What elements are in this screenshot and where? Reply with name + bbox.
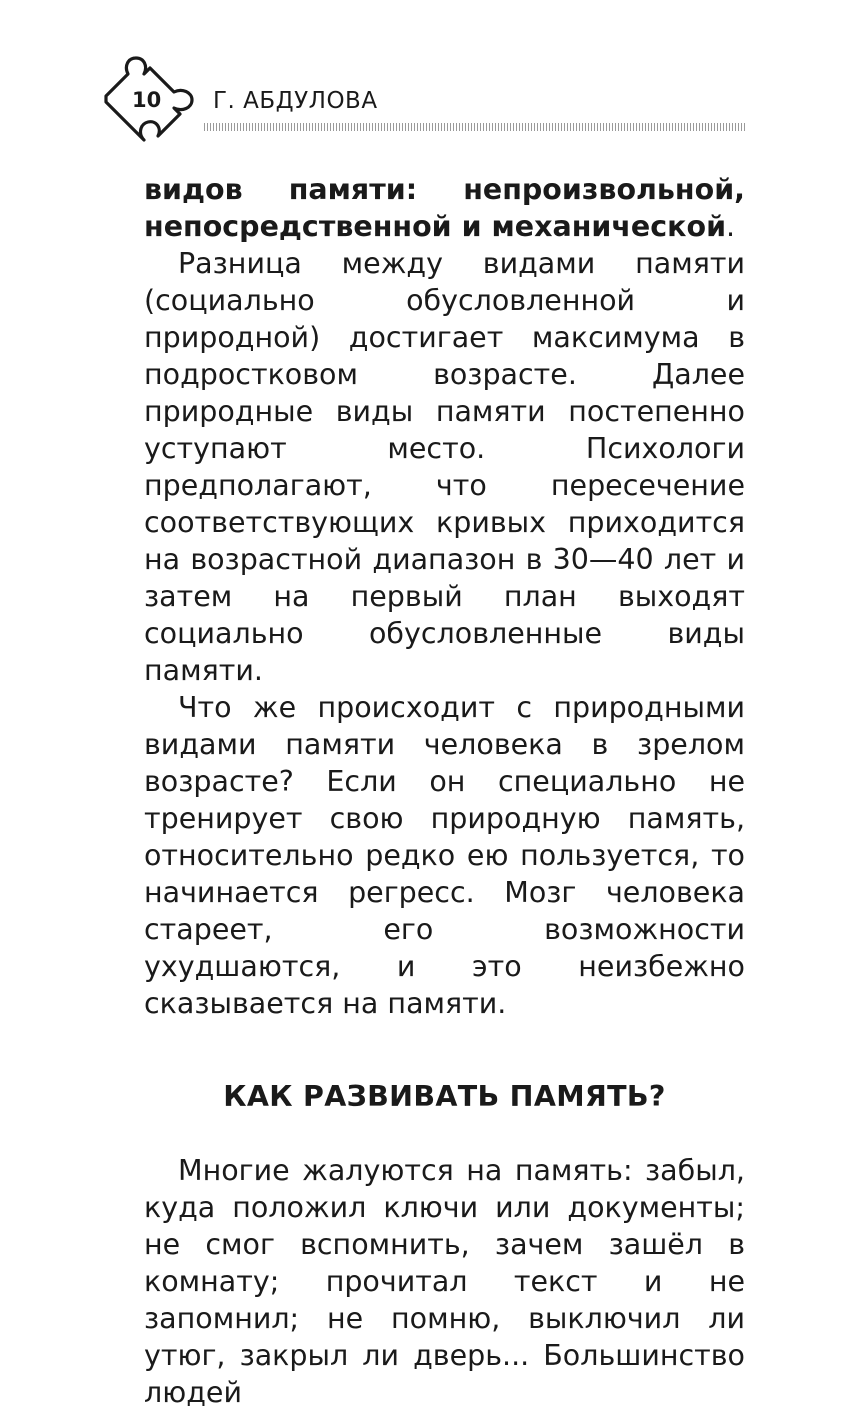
page-number: 10 bbox=[132, 88, 162, 112]
paragraph-4: Многие жалуются на память: забыл, куда положил ключи или документы; не смог вспомнить, зачем зашёл в комнату; прочитал текст и не запомнил; не помню, выключил ли утюг, закрыл ли дверь... Большинство людей bbox=[144, 1154, 745, 1409]
paragraph-1-bold-text: видов памяти: непроизвольной, непосредственной и механической bbox=[144, 173, 745, 243]
section-spacer-top bbox=[144, 1022, 745, 1078]
header-rule bbox=[204, 123, 746, 131]
paragraph-1-tail: . bbox=[726, 210, 736, 243]
paragraph-2: Разница между видами памяти (социально обусловленной и природной) достигает максимума в подростковом возрасте. Далее природные виды памяти постепенно уступают место. Психологи предполагают, что пересечение соответствующих кривых приходится на возрастной диапазон в 30—40 лет и затем на первый план выходят социально обусловленные виды памяти. bbox=[144, 247, 745, 687]
running-header-author: Г. АБДУЛОВА bbox=[213, 88, 378, 114]
paragraph-1 bbox=[144, 171, 745, 245]
section-heading: КАК РАЗВИВАТЬ ПАМЯТЬ? bbox=[223, 1080, 666, 1113]
paragraph-3: Что же происходит с природными видами памяти человека в зрелом возрасте? Если он специально не тренирует свою природную память, относительно редко ею пользуется, то начинается регресс. Мозг человека стареет, его возможности ухудшаются, и это неизбежно сказывается на памяти. bbox=[144, 691, 745, 1020]
section-spacer-bottom bbox=[144, 1115, 745, 1152]
page-body bbox=[144, 171, 745, 1411]
running-header bbox=[96, 52, 756, 152]
